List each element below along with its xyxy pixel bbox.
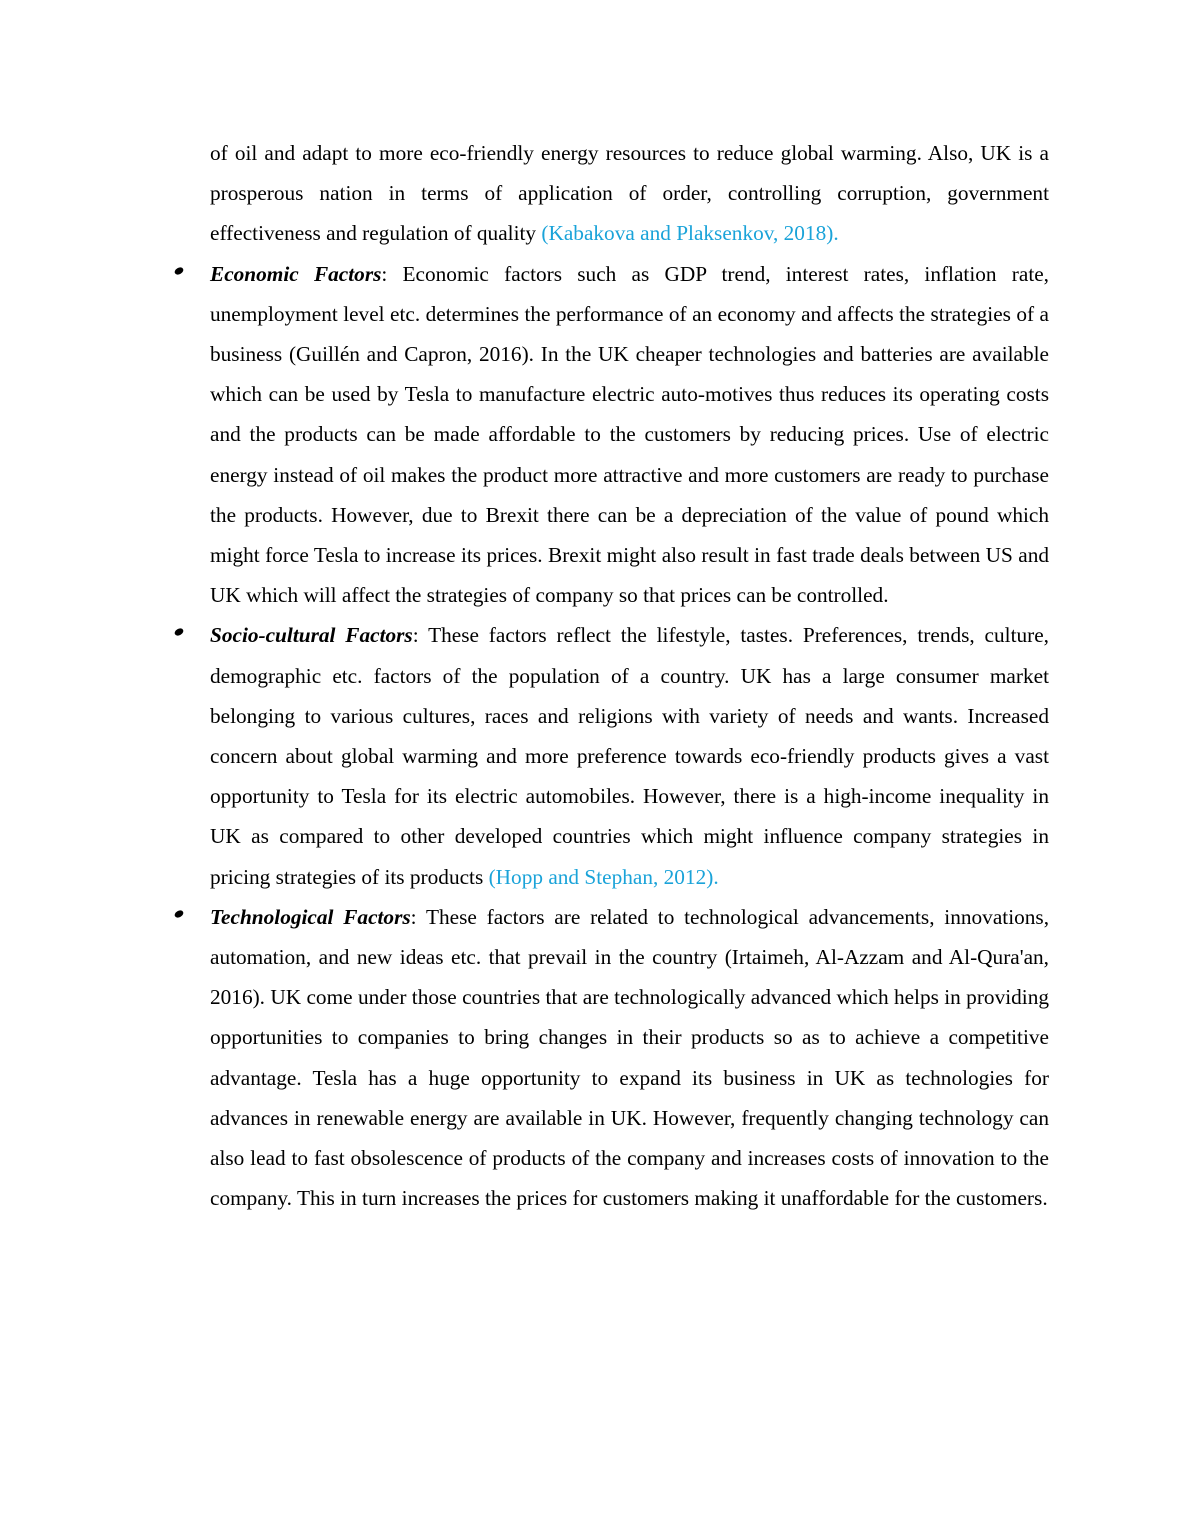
- bullet-icon: [174, 254, 188, 294]
- document-body: [210, 133, 1049, 1218]
- bullet-icon: [174, 897, 188, 937]
- factor-term: Economic Factors: [210, 261, 382, 286]
- factor-body: These factors are related to technological advancements, innovations, automation, and new ideas etc. that prevail in the country (Irtaimeh, Al-Azzam and Al-Qura'an, 2016). UK come under those countries that are technologically advanced which helps in providing opportunities to companies to bring changes in their products so as to achieve a competitive advantage. Tesla has a huge opportunity to expand its business in UK as technologies for advances in renewable energy are available in UK. However, frequently changing technology can also lead to fast obsolescence of products of the company and increases costs of innovation to the company. This in turn increases the prices for customers making it unaffordable for the customers.: [210, 904, 1050, 1211]
- list-item-economic-factors: [210, 254, 1049, 616]
- list-item-socio-cultural-factors: [210, 615, 1049, 896]
- factor-colon: :: [381, 261, 403, 286]
- factor-citation: (Hopp and Stephan, 2012).: [488, 864, 719, 889]
- factor-colon: :: [410, 904, 426, 929]
- factor-term: Socio-cultural Factors: [210, 623, 413, 648]
- intro-text: of oil and adapt to more eco-friendly energy resources to reduce global warming. Also, UK is a prosperous nation in terms of application of order, controlling corruption, government effectiveness and regulation of quality: [210, 141, 1049, 246]
- factor-term: Technological Factors: [210, 904, 411, 929]
- factor-body: These factors reflect the lifestyle, tastes. Preferences, trends, culture, demographic etc. factors of the population of a country. UK has a large consumer market belonging to various cultures, races and religions with variety of needs and wants. Increased concern about global warming and more preference towards eco-friendly products gives a vast opportunity to Tesla for its electric automobiles. However, there is a high-income inequality in UK as compared to other developed countries which might influence company strategies in pricing strategies of its products: [210, 623, 1050, 889]
- factor-body: Economic factors such as GDP trend, interest rates, inflation rate, unemployment level etc. determines the performance of an economy and affects the strategies of a business (Guillén and Capron, 2016). In the UK cheaper technologies and batteries are available which can be used by Tesla to manufacture electric auto-motives thus reduces its operating costs and the products can be made affordable to the customers by reducing prices. Use of electric energy instead of oil makes the product more attractive and more customers are ready to purchase the products. However, due to Brexit there can be a depreciation of the value of pound which might force Tesla to increase its prices. Brexit might also result in fast trade deals between US and UK which will affect the strategies of company so that prices can be controlled.: [210, 261, 1050, 608]
- intro-citation: (Kabakova and Plaksenkov, 2018).: [541, 221, 839, 246]
- factor-colon: :: [412, 623, 429, 648]
- intro-paragraph: [210, 133, 1049, 254]
- bullet-icon: [174, 615, 188, 655]
- list-item-technological-factors: [210, 897, 1049, 1219]
